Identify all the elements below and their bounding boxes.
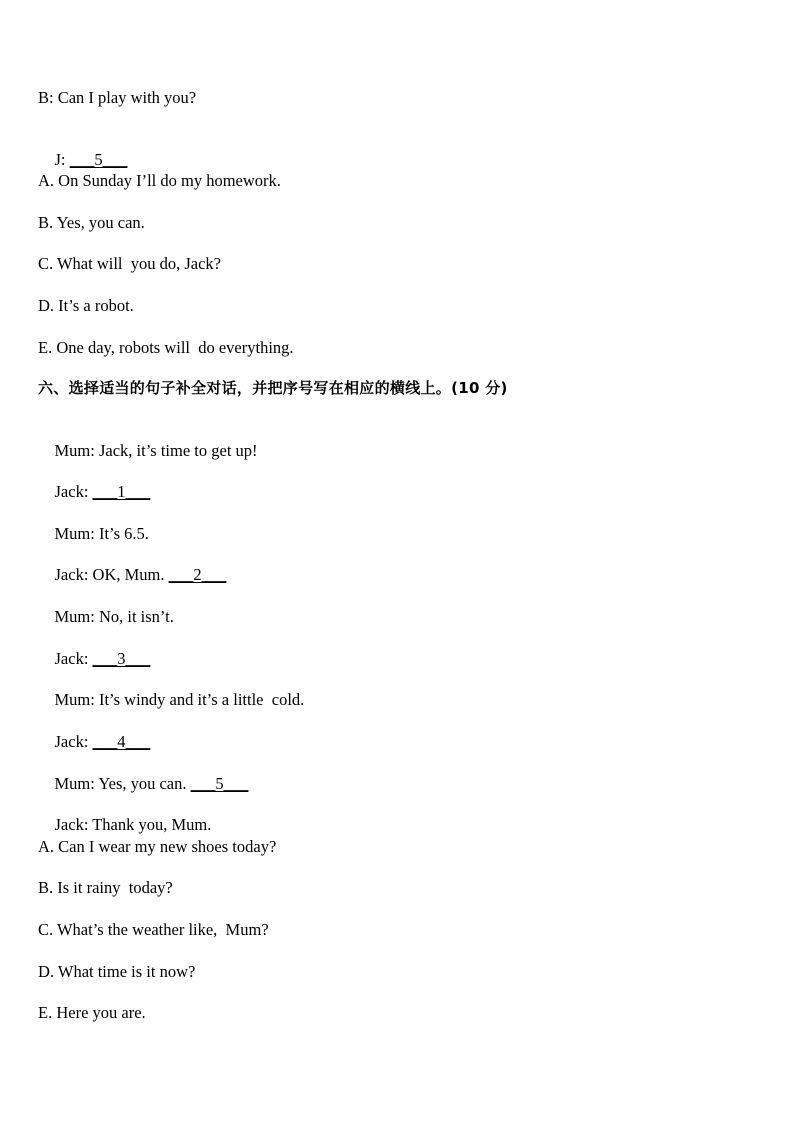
option-c: C. What’s the weather like, Mum? xyxy=(38,920,269,939)
dialogue-text: Jack: Thank you, Mum. xyxy=(54,815,212,834)
dialogue-text: Jack: xyxy=(54,649,93,668)
answer-blank: ___1___ xyxy=(92,482,151,501)
answer-blank: ___2___ xyxy=(168,565,227,584)
section-heading: 六、选择适当的句子补全对话，并把序号写在相应的横线上。(10 分) xyxy=(38,379,508,397)
dialogue-line-b: B: Can I play with you? xyxy=(38,88,197,107)
option-c: C. What will you do, Jack? xyxy=(38,254,221,273)
dialogue-text: Jack: OK, Mum. xyxy=(54,565,169,584)
option-d: D. It’s a robot. xyxy=(38,296,134,315)
dialogue-text: Mum: Jack, it’s time to get up! xyxy=(54,441,258,460)
answer-blank: ___5___ xyxy=(190,774,249,793)
dialogue-text: Mum: No, it isn’t. xyxy=(54,607,174,626)
dialogue-text: Mum: Yes, you can. xyxy=(54,774,191,793)
speaker-label: J: xyxy=(54,150,70,169)
answer-blank: ___3___ xyxy=(92,649,151,668)
dialogue-text: Jack: xyxy=(54,732,93,751)
dialogue-text: Jack: xyxy=(54,482,93,501)
answer-blank: ___4___ xyxy=(92,732,151,751)
option-e: E. One day, robots will do everything. xyxy=(38,338,294,357)
option-a: A. Can I wear my new shoes today? xyxy=(38,837,277,856)
option-a: A. On Sunday I’ll do my homework. xyxy=(38,171,281,190)
answer-blank: ___5___ xyxy=(69,150,128,169)
dialogue-text: Mum: It’s windy and it’s a little cold. xyxy=(54,690,305,709)
dialogue-text: Mum: It’s 6.5. xyxy=(54,524,149,543)
option-e: E. Here you are. xyxy=(38,1003,146,1022)
option-d: D. What time is it now? xyxy=(38,962,196,981)
option-b: B. Yes, you can. xyxy=(38,213,145,232)
option-b: B. Is it rainy today? xyxy=(38,878,173,897)
